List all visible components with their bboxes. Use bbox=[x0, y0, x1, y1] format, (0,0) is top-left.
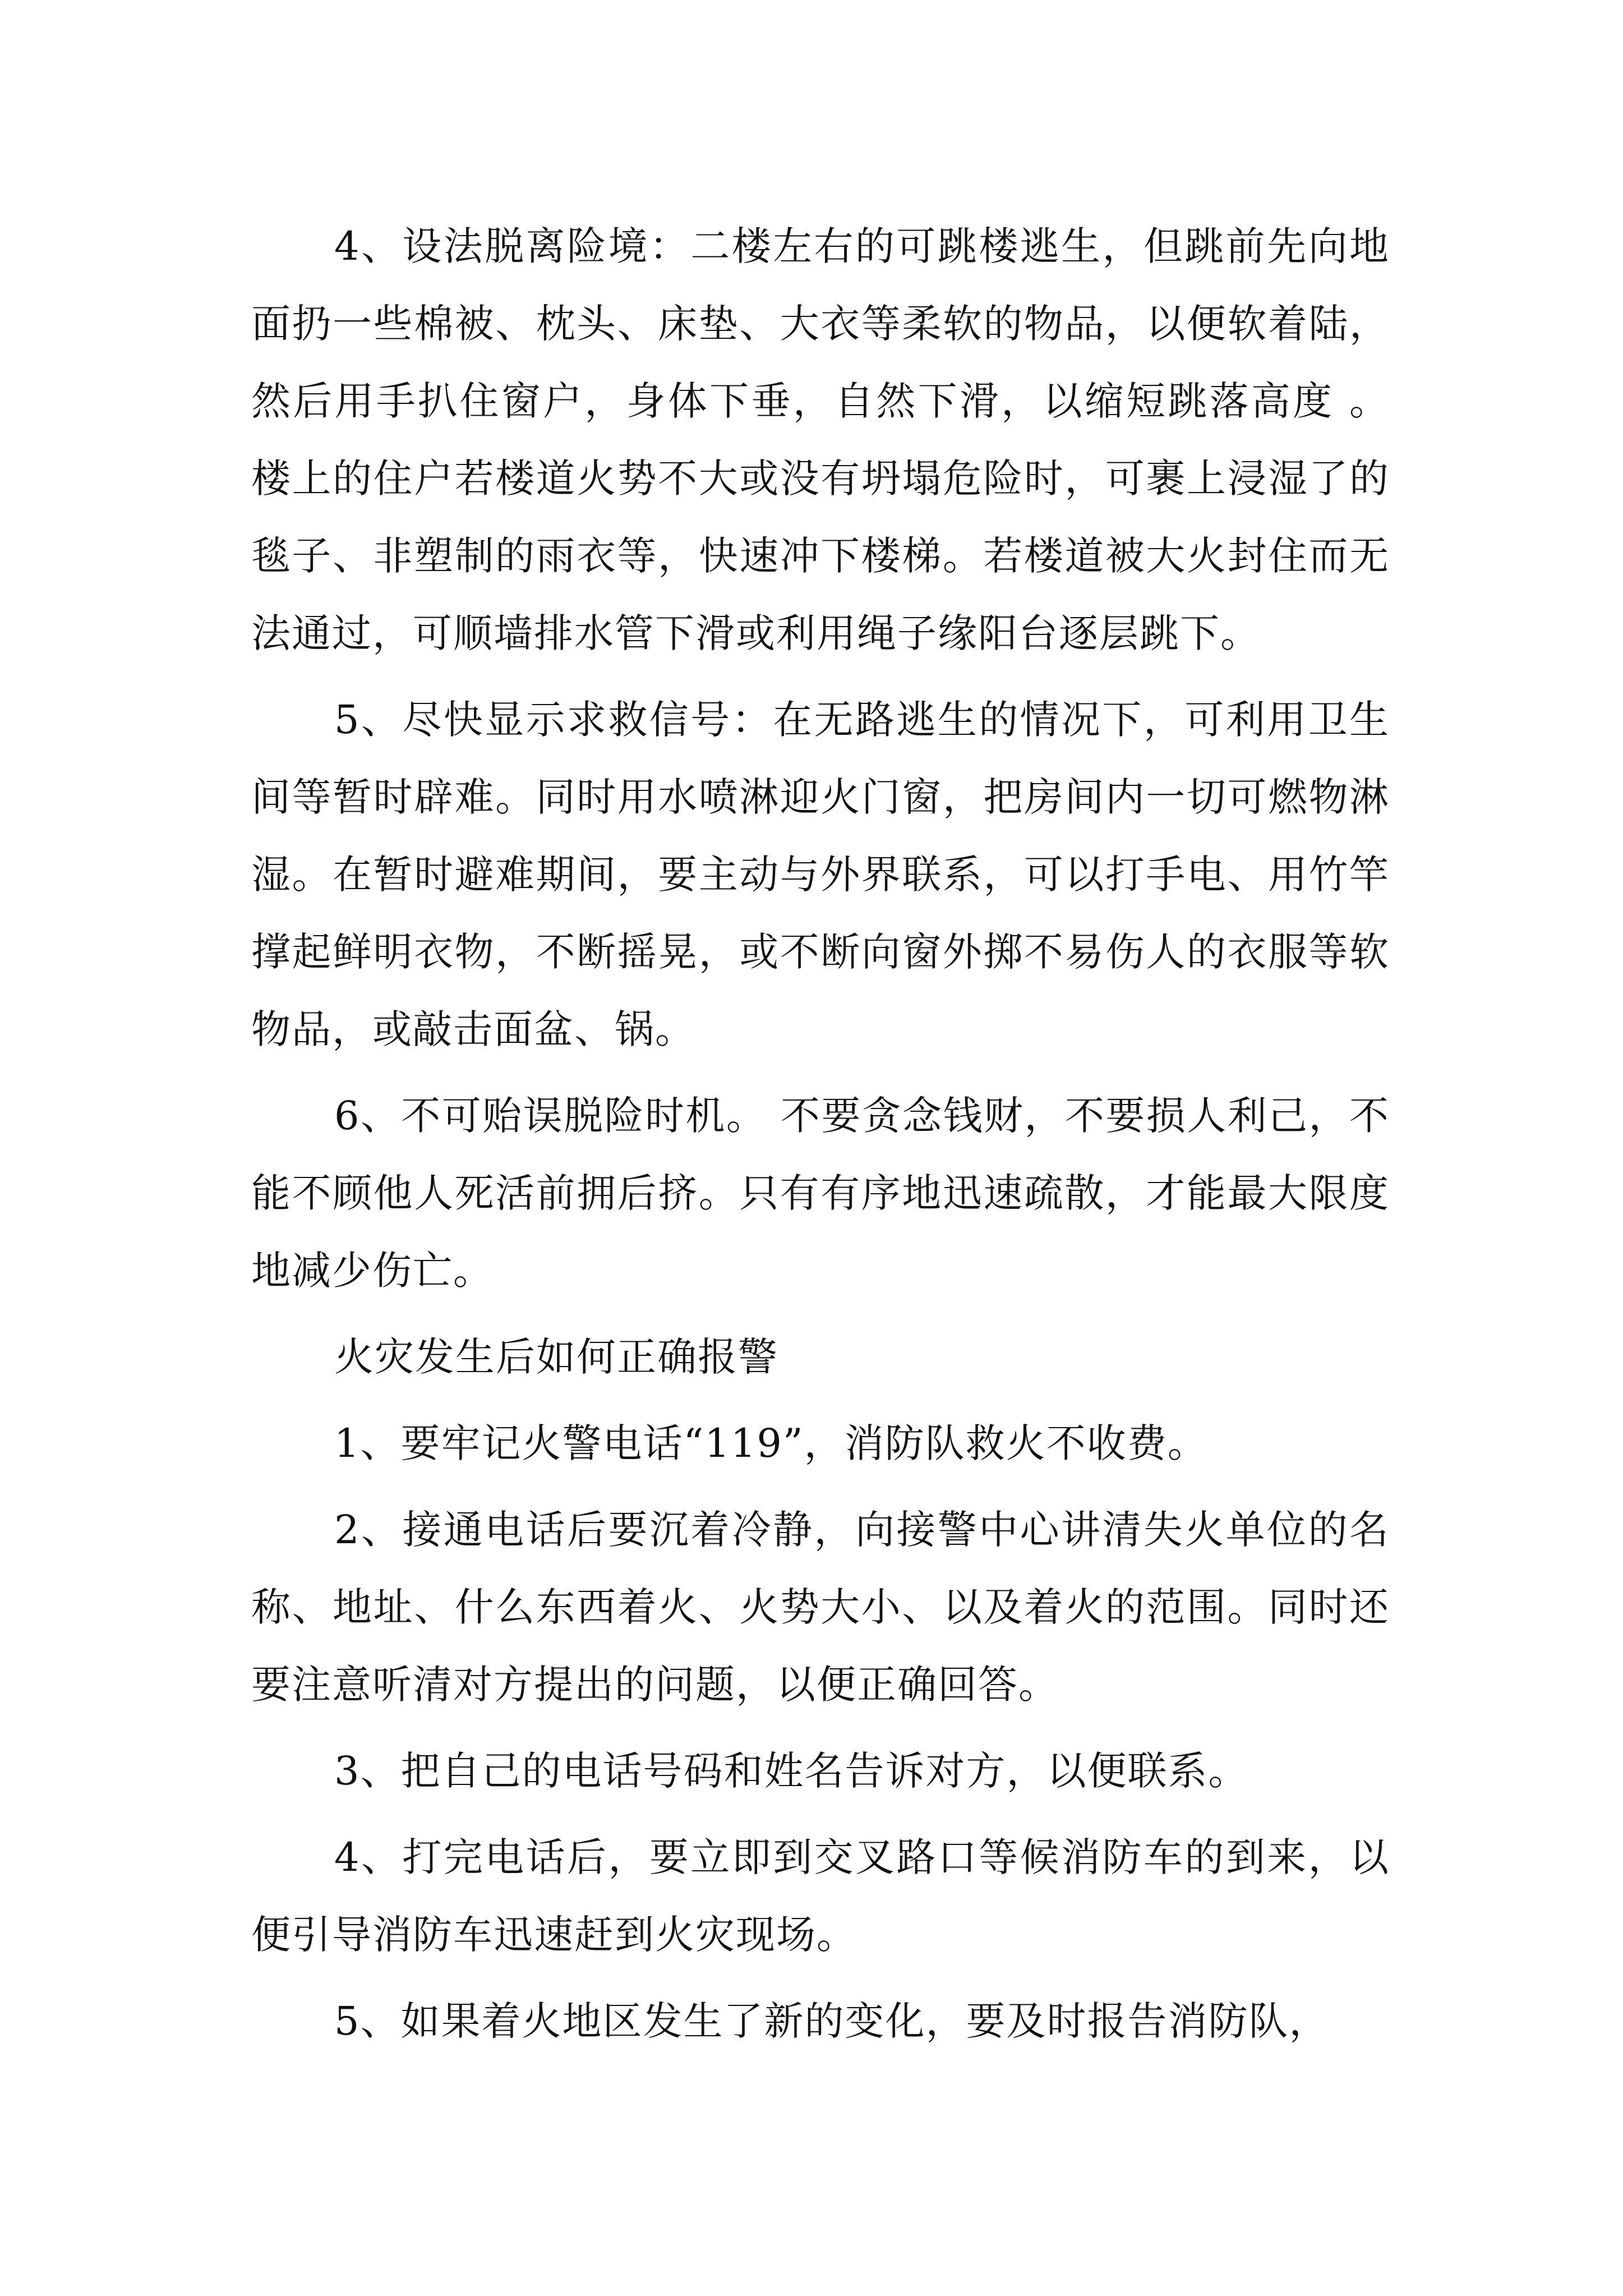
document-body bbox=[251, 208, 1390, 2060]
paragraph-report-step-5: 5、如果着火地区发生了新的变化，要及时报告消防队， bbox=[334, 1998, 1330, 2044]
paragraph-escape-danger: 4、设法脱离险境：二楼左右的可跳楼逃生，但跳前先向地面扔一些棉被、枕头、床垫、大衣等柔软的物品，以便软着陆，然后用手扒住窗户，身体下垂，自然下滑，以缩短跳落高度 。楼上的住户若楼道火势不大或没有坍塌危险时，可裹上浸湿了的毯子、非塑制的雨衣等，快速冲下楼梯。若楼道被大火封住而无法通过，可顺墙排水管下滑或利用绳子缘阳台逐层跳下。 bbox=[251, 223, 1390, 656]
paragraph-distress-signal: 5、尽快显示求救信号：在无路逃生的情况下，可利用卫生间等暂时辟难。同时用水喷淋迎火门窗，把房间内一切可燃物淋湿。在暂时避难期间，要主动与外界联系，可以打手电、用竹竿撑起鲜明衣物，不断摇晃，或不断向窗外掷不易伤人的衣服等软物品，或敲击面盆、锅。 bbox=[251, 697, 1390, 1052]
paragraph-report-step-4: 4、打完电话后，要立即到交叉路口等候消防车的到来，以便引导消防车迅速赶到火灾现场。 bbox=[251, 1834, 1390, 1958]
paragraph-escape-timing: 6、不可贻误脱险时机。 不要贪念钱财，不要损人利己，不能不顾他人死活前拥后挤。只有有序地迅速疏散，才能最大限度地减少伤亡。 bbox=[251, 1093, 1390, 1294]
paragraph-report-step-2: 2、接通电话后要沉着冷静，向接警中心讲清失火单位的名称、地址、什么东西着火、火势大小、以及着火的范围。同时还要注意听清对方提出的问题，以便正确回答。 bbox=[251, 1507, 1390, 1708]
section-heading-fire-report: 火灾发生后如何正确报警 bbox=[334, 1334, 778, 1380]
paragraph-report-step-3: 3、把自己的电话号码和姓名告诉对方，以便联系。 bbox=[334, 1748, 1249, 1794]
paragraph-report-step-1: 1、要牢记火警电话“119”，消防队救火不收费。 bbox=[334, 1420, 1208, 1466]
